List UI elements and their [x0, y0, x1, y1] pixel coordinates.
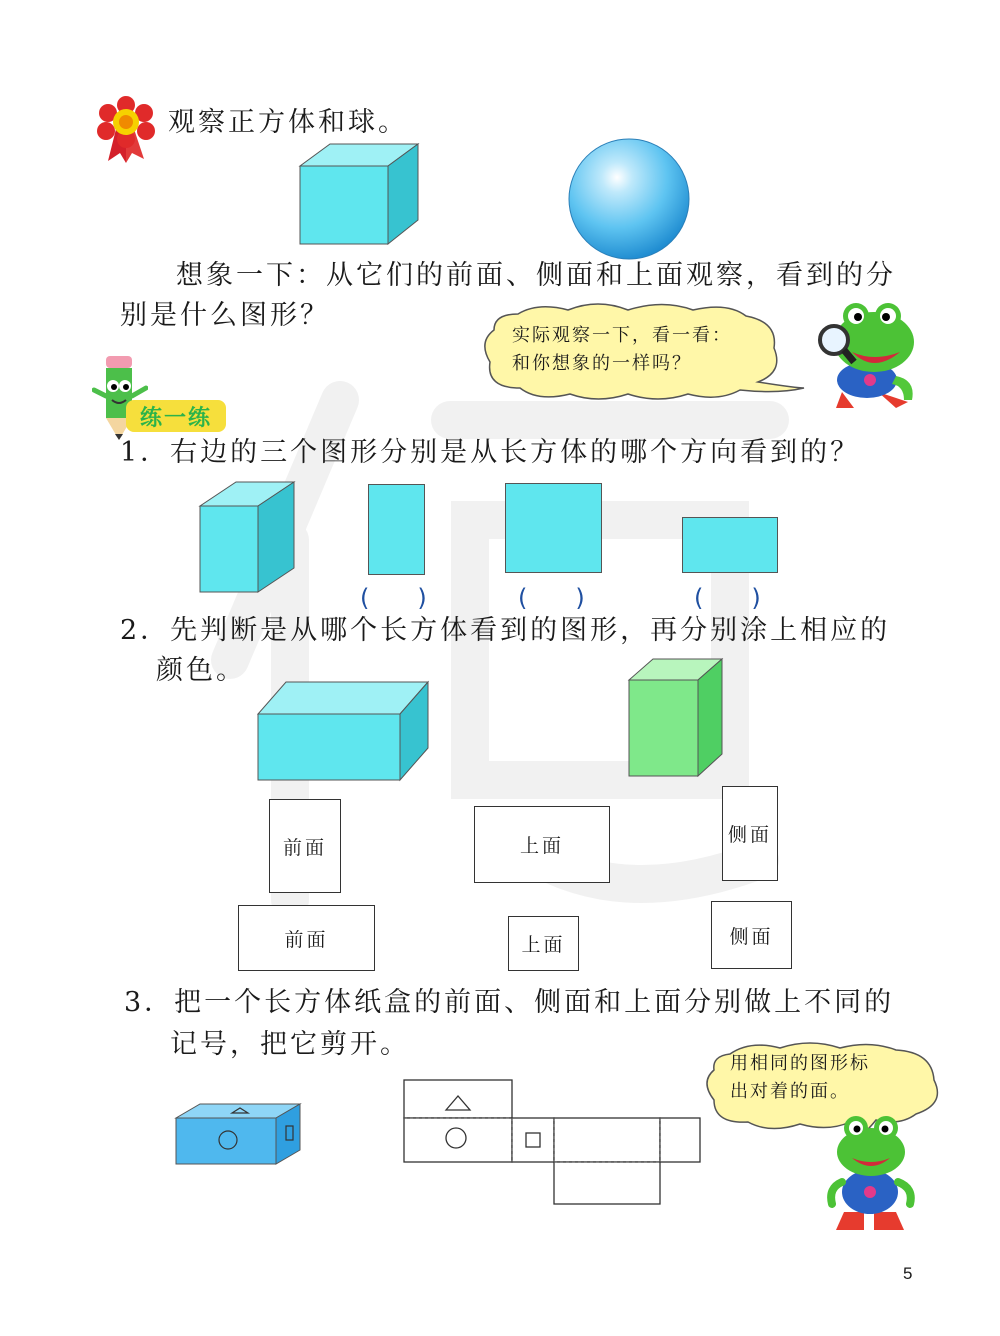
wide-cuboid-figure [254, 678, 430, 784]
bubble-2-line-1: 用相同的图形标 [730, 1053, 870, 1074]
view-shape-3 [682, 517, 778, 573]
exercise-1-text: 1．右边的三个图形分别是从长方体的哪个方向看到的？ [120, 437, 861, 468]
label-side-2[interactable] [711, 901, 792, 969]
bubble-1-line-1: 实际观察一下，看一看： [512, 325, 732, 346]
bubble-1-line-2: 和你想象的一样吗？ [512, 353, 692, 374]
exercise-2-line-2: 颜色。 [156, 655, 246, 686]
answer-blank-3[interactable]: ( ) [694, 584, 761, 612]
bubble-2-line-2: 出对着的面。 [730, 1081, 850, 1102]
label-front-1[interactable] [269, 799, 341, 893]
label-side-1[interactable] [722, 786, 778, 881]
cuboid-figure-1 [196, 478, 302, 596]
label-top-1[interactable] [474, 806, 610, 883]
question-line-2: 别是什么图形？ [120, 300, 330, 331]
label-side-2-text: 侧面 [729, 925, 774, 948]
intro-title: 观察正方体和球。 [168, 107, 408, 138]
page-number: 5 [903, 1264, 913, 1283]
cuboid-net-figure [402, 1078, 702, 1206]
rosette-icon [96, 95, 156, 165]
label-front-2-text: 前面 [284, 928, 329, 951]
view-shape-2 [505, 483, 602, 573]
exercise-2-line-1: 2．先判断是从哪个长方体看到的图形，再分别涂上相应的 [120, 615, 891, 646]
label-top-2[interactable] [508, 916, 579, 971]
question-line-1: 想象一下：从它们的前面、侧面和上面观察，看到的分 [176, 260, 896, 291]
label-side-1-text: 侧面 [727, 824, 772, 846]
cube-figure [296, 140, 426, 250]
green-cuboid-figure [626, 656, 724, 780]
exercise-3-line-1: 3．把一个长方体纸盒的前面、侧面和上面分别做上不同的 [124, 987, 895, 1018]
frog-mascot-magnifier [812, 296, 922, 416]
sphere-figure [566, 136, 692, 262]
answer-blank-2[interactable]: ( ) [518, 584, 585, 612]
label-top-1-text: 上面 [519, 835, 564, 857]
label-front-1-text: 前面 [282, 836, 327, 859]
practice-badge-label: 练一练 [139, 405, 212, 431]
blue-box-figure [172, 1102, 304, 1166]
answer-blank-1[interactable]: ( ) [360, 584, 427, 612]
view-shape-1 [368, 484, 425, 575]
practice-badge [126, 400, 226, 432]
label-top-2-text: 上面 [521, 934, 566, 956]
exercise-3-line-2: 记号，把它剪开。 [170, 1029, 410, 1060]
frog-mascot [826, 1108, 916, 1234]
label-front-2[interactable] [238, 905, 375, 971]
